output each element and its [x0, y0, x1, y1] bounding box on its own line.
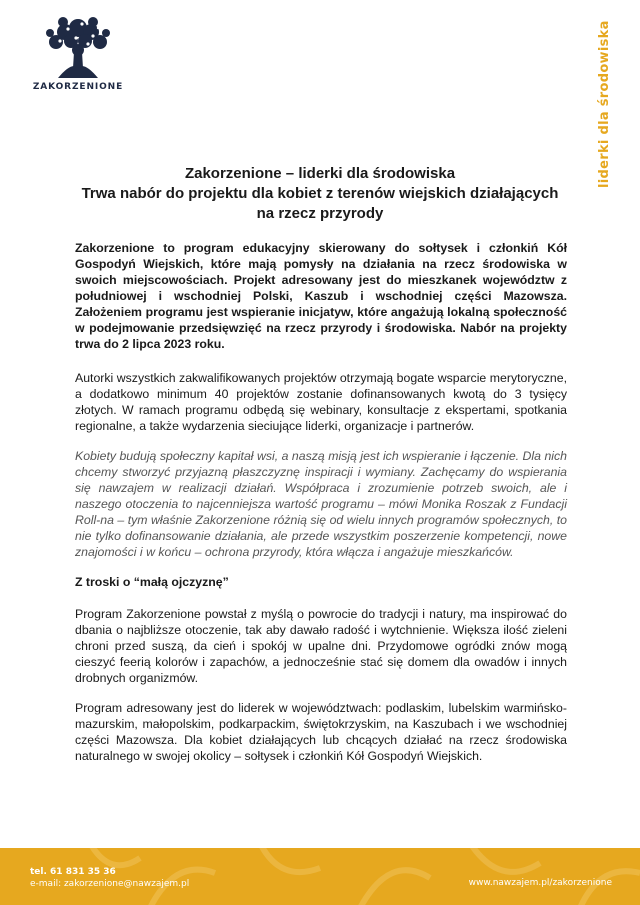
lead-paragraph: Zakorzenione to program edukacyjny skierowany do sołtysek i członkiń Kół Gospodyń Wiejskich, które mają pomysły na działania na rzecz środowiska w swoich miejscowościach. Projekt adresowany jest do mieszkanek województw z południowej i wschodniej Polski, Kaszub i wschodniej części Mazowsza. Założeniem programu jest wspieranie inicjatyw, które angażują lokalną społeczność w podejmowanie przedsięwzięć na rzecz przyrody i środowiska. Nabór na projekty trwa do 2 lipca 2023 roku. — [75, 241, 567, 351]
footer — [0, 848, 640, 905]
side-tagline: liderki dla środowiska — [597, 20, 612, 188]
paragraph: Program adresowany jest do liderek w województwach: podlaskim, lubelskim warmińsko-mazurskim, małopolskim, podkarpackim, świętokrzyskim, na Kaszubach i we wschodniej części Mazowsza. Dla kobiet działających lub chcących działać na rzecz środowiska naturalnego w swojej okolicy – sołtysek i członkiń Kół Gospodyń Wiejskich. — [75, 701, 567, 763]
logo-text: ZAKORZENIONE — [32, 82, 124, 92]
footer-email[interactable]: e-mail: zakorzenione@nawzajem.pl — [30, 879, 190, 889]
footer-website[interactable]: www.nawzajem.pl/zakorzenione — [468, 878, 612, 888]
title-line: na rzecz przyrody — [256, 205, 384, 222]
tree-icon — [38, 14, 118, 82]
article-body — [75, 240, 567, 778]
footer-phone: tel. 61 831 35 36 — [30, 867, 116, 877]
logo — [26, 14, 130, 104]
quote-paragraph: Kobiety budują społeczny kapitał wsi, a naszą misją jest ich wspieranie i łączenie. Dla nich chcemy stworzyć przyjazną płaszczyznę inspiracji i wymiany. Zachęcamy do wspierania się nawzajem w realizacji działań. Współpraca i zrozumienie potrzeb swoich, ale i naszego otoczenia to najcenniejsza wartość programu – mówi Monika Roszak z Fundacji Roll-na – tym właśnie Zakorzenione różnią się od wielu innych programów społecznych, to nie tylko dofinansowanie działania, ale przede wszystkim poszerzenie kompetencji, nowe znajomości i w końcu – ochrona przyrody, która włącza i angażuje mieszkańców. — [75, 449, 567, 559]
page-title — [60, 164, 580, 224]
footer-contact — [30, 866, 189, 890]
title-line: Zakorzenione – liderki dla środowiska — [184, 165, 456, 182]
paragraph: Program Zakorzenione powstał z myślą o powrocie do tradycji i natury, ma inspirować do dbania o najbliższe otoczenie, tak aby dawało radość i wytchnienie. Większa ilość zieleni chroni przed suszą, da cień i spokój w upalne dni. Przydomowe ogródki znów mogą cieszyć feerią kolorów i zapachów, a jednocześnie stać się domem dla owadów i innych drobnych organizmów. — [75, 607, 567, 685]
section-heading: Z troski o “małą ojczyznę” — [75, 575, 229, 589]
paragraph: Autorki wszystkich zakwalifikowanych projektów otrzymają bogate wsparcie merytoryczne, a dodatkowo minimum 40 projektów zostanie dofinansowanych kwotą do 3 tysięcy złotych. W ramach programu odbędą się webinary, konsultacje z ekspertami, spotkania regionalne, a także wydarzenia sieciujące liderki, organizacje i partnerów. — [75, 371, 567, 433]
title-line: Trwa nabór do projektu dla kobiet z terenów wiejskich działających — [81, 185, 559, 202]
